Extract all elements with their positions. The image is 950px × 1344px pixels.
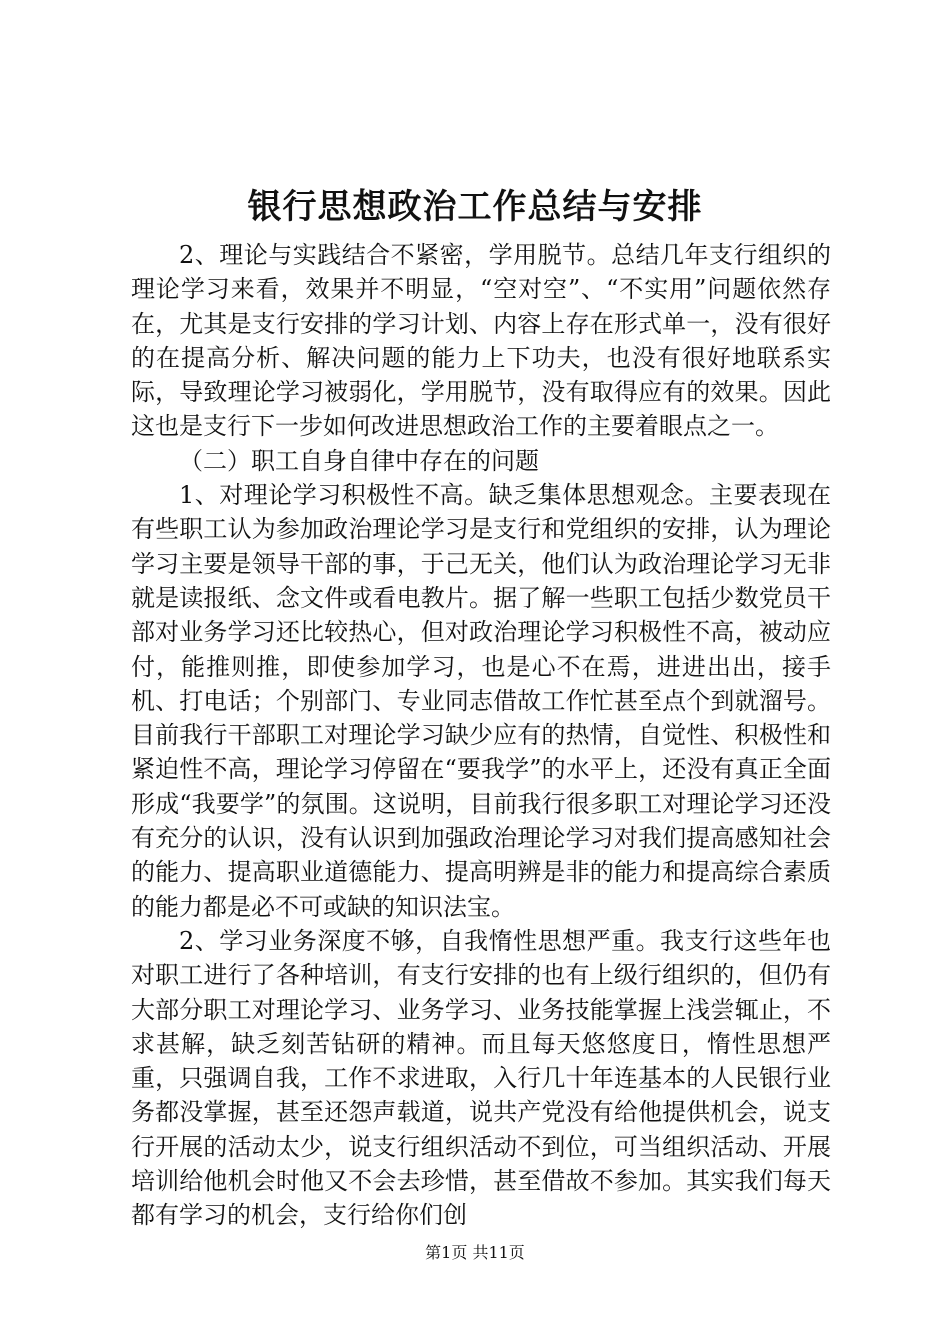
page-number-footer: 第1页 共11页 bbox=[425, 1243, 525, 1262]
paragraph-shallow-learning: 2、学习业务深度不够，自我惰性思想严重。我支行这些年也对职工进行了各种培训，有支行安排的也有上级行组织的，但仍有大部分职工对理论学习、业务学习、业务技能掌握上浅尝辄止，不求甚解，缺乏刻苦钻研的精神。而且每天悠悠度日，惰性思想严重，只强调自我，工作不求进取，入行几十年连基本的人民银行业务都没掌握，甚至还怨声载道，说共产党没有给他提供机会，说支行开展的活动太少，说支行组织活动不到位，可当组织活动、开展培训给他机会时他又不会去珍惜，甚至借故不参加。其实我们每天都有学习的机会，支行给你们创 bbox=[131, 926, 831, 1230]
paragraph-theory-practice: 2、理论与实践结合不紧密，学用脱节。总结几年支行组织的理论学习来看，效果并不明显，“空对空”、“不实用”问题依然存在，尤其是支行安排的学习计划、内容上存在形式单一，没有很好的在提高分析、解决问题的能力上下功夫，也没有很好地联系实际，导致理论学习被弱化，学用脱节，没有取得应有的效果。因此这也是支行下一步如何改进思想政治工作的主要着眼点之一。 bbox=[131, 241, 831, 441]
document-title: 银行思想政治工作总结与安排 bbox=[247, 187, 703, 227]
document-body bbox=[131, 238, 831, 1233]
paragraph-low-enthusiasm: 1、对理论学习积极性不高。缺乏集体思想观念。主要表现在有些职工认为参加政治理论学习是支行和党组织的安排，认为理论学习主要是领导干部的事，于己无关，他们认为政治理论学习无非就是读报纸、念文件或看电教片。据了解一些职工包括少数党员干部对业务学习还比较热心，但对政治理论学习积极性不高，被动应付，能推则推，即使参加学习，也是心不在焉，进进出出，接手机、打电话；个别部门、专业同志借故工作忙甚至点个到就溜号。目前我行干部职工对理论学习缺少应有的热情，自觉性、积极性和紧迫性不高，理论学习停留在“要我学”的水平上，还没有真正全面形成“我要学”的氛围。这说明，目前我行很多职工对理论学习还没有充分的认识，没有认识到加强政治理论学习对我们提高感知社会的能力、提高职业道德能力、提高明辨是非的能力和提高综合素质的能力都是必不可或缺的知识法宝。 bbox=[131, 481, 831, 921]
section-heading-staff-discipline: （二）职工自身自律中存在的问题 bbox=[179, 446, 539, 475]
